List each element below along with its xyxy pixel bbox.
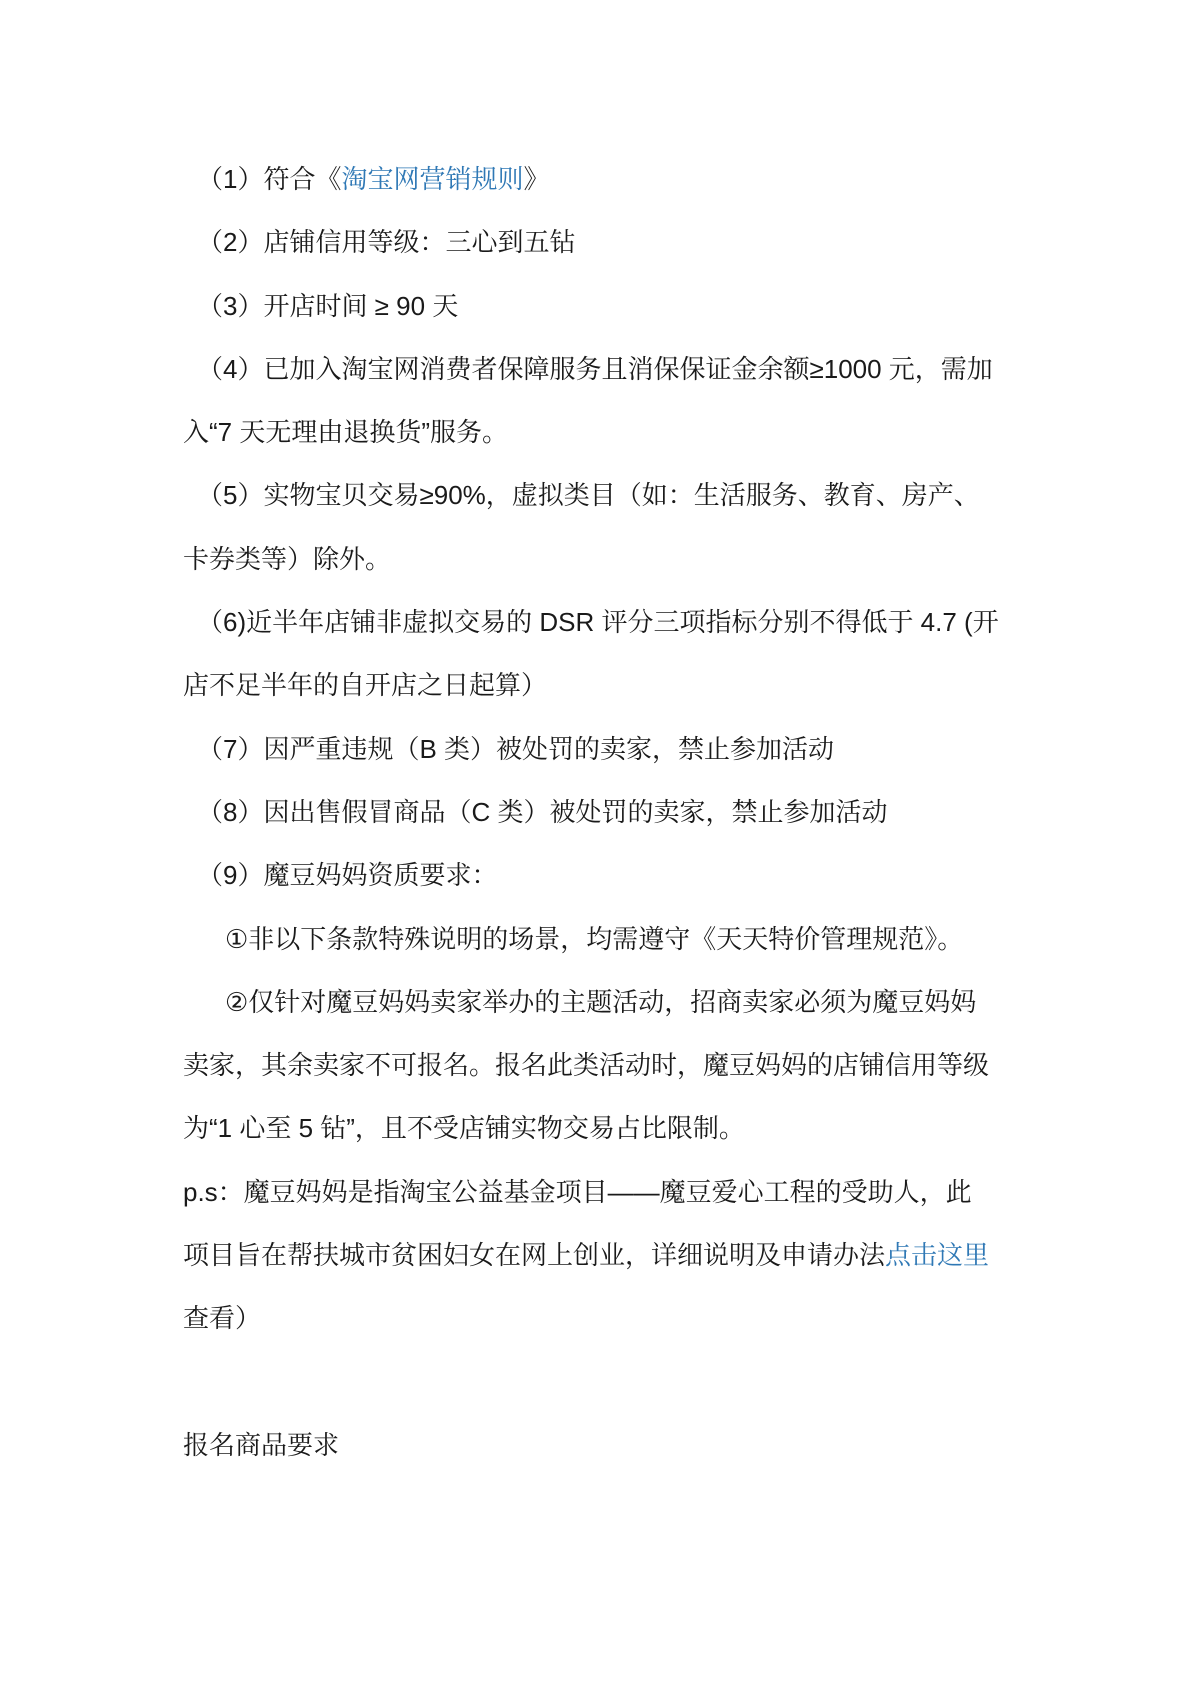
requirement-9-sub2-line1: ②仅针对魔豆妈妈卖家举办的主题活动，招商卖家必须为魔豆妈妈 (225, 986, 977, 1017)
ps-line2-text: 项目旨在帮扶城市贫困妇女在网上创业，详细说明及申请办法 (183, 1240, 886, 1271)
requirement-2: （2）店铺信用等级：三心到五钻 (197, 227, 576, 258)
requirement-5-line1: （5）实物宝贝交易≥90%，虚拟类目（如：生活服务、教育、房产、 (197, 480, 980, 511)
requirement-5-line2: 卡券类等）除外。 (183, 543, 392, 574)
requirement-9-sub1: ①非以下条款特殊说明的场景，均需遵守《天天特价管理规范》。 (225, 923, 964, 954)
requirement-1-prefix: （1）符合《 (197, 164, 342, 194)
requirement-1 (183, 148, 1033, 211)
section-heading: 报名商品要求 (183, 1429, 340, 1460)
ps-line2 (183, 1224, 1033, 1287)
requirement-3: （3）开店时间 ≥ 90 天 (197, 290, 459, 321)
marketing-rules-link[interactable]: 淘宝网营销规则 (341, 164, 524, 194)
spacer (183, 1351, 1033, 1414)
ps-line1: p.s：魔豆妈妈是指淘宝公益基金项目——魔豆爱心工程的受助人，此 (183, 1176, 972, 1207)
requirement-4-line2: 入“7 天无理由退换货”服务。 (183, 417, 509, 448)
requirement-9-sub2-line3: 为“1 心至 5 钻”，且不受店铺实物交易占比限制。 (183, 1113, 745, 1144)
requirement-4-line1: （4）已加入淘宝网消费者保障服务且消保保证金余额≥1000 元，需加 (197, 353, 993, 384)
requirement-9-sub2-line2: 卖家，其余卖家不可报名。报名此类活动时，魔豆妈妈的店铺信用等级 (183, 1050, 990, 1081)
requirement-6-line1: （6)近半年店铺非虚拟交易的 DSR 评分三项指标分别不得低于 4.7 (开 (197, 607, 999, 638)
requirement-1-suffix: 》 (523, 164, 550, 194)
click-here-link[interactable]: 点击这里 (885, 1240, 990, 1271)
requirement-9: （9）魔豆妈妈资质要求： (197, 860, 498, 891)
document-body (183, 148, 1033, 1477)
requirement-7: （7）因严重违规（B 类）被处罚的卖家，禁止参加活动 (197, 733, 835, 764)
ps-line3: 查看） (183, 1303, 262, 1334)
requirement-8: （8）因出售假冒商品（C 类）被处罚的卖家，禁止参加活动 (197, 796, 888, 827)
requirement-6-line2: 店不足半年的自开店之日起算） (183, 670, 548, 701)
